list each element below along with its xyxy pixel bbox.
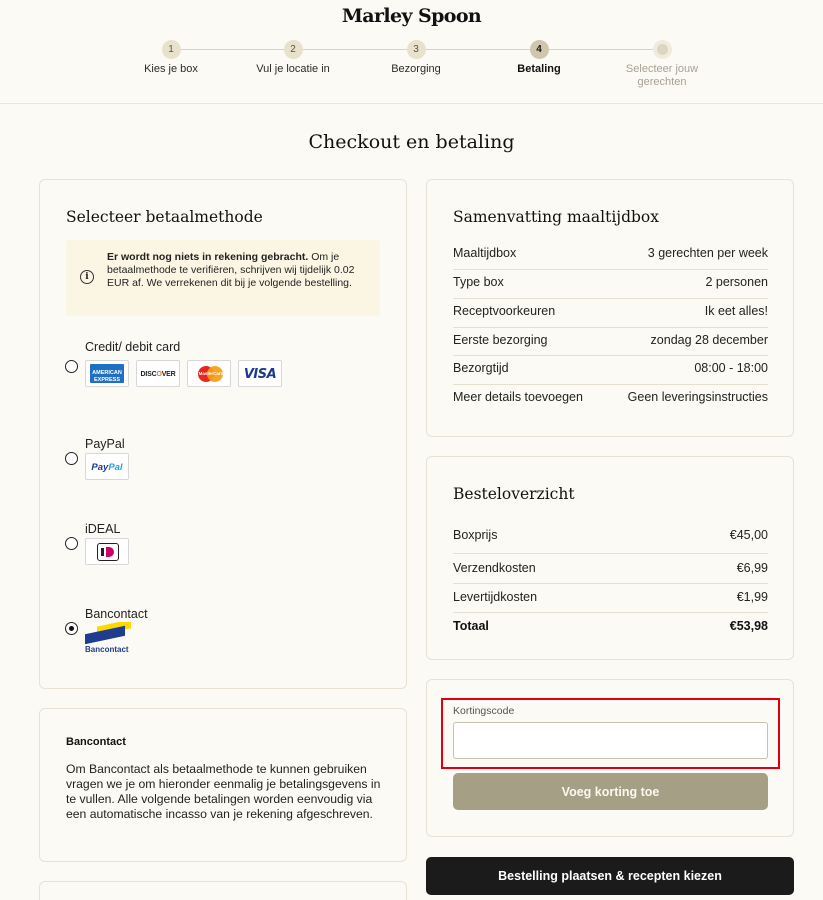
notice-body: Om je betaalmethode te verifiëren, schrijven wij tijdelijk 0.02 EUR af. We verrekenen dit bij je volgende bestelling.	[107, 251, 355, 289]
place-order-button[interactable]: Bestelling plaatsen & recepten kiezen	[426, 857, 794, 895]
step-5	[602, 40, 722, 89]
order-total-value: €53,98	[729, 619, 768, 633]
payment-method-title: Selecteer betaalmethode	[66, 208, 263, 226]
apply-discount-button[interactable]: Voeg korting toe	[453, 773, 768, 810]
summary-value: 08:00 - 18:00	[694, 361, 768, 375]
bancontact-info-card	[39, 708, 407, 862]
summary-value: Ik eet alles!	[704, 304, 768, 318]
divider	[453, 269, 768, 270]
paypal-b: Pal	[108, 462, 123, 473]
summary-key: Type box	[453, 275, 504, 289]
summary-value: 3 gerechten per week	[647, 246, 768, 260]
divider	[453, 384, 768, 385]
order-overview-card	[426, 456, 794, 660]
header	[0, 0, 823, 104]
divider	[453, 612, 768, 613]
discover-b: O	[156, 371, 162, 378]
ideal-label[interactable]: iDEAL	[85, 522, 121, 536]
order-total-row	[453, 619, 768, 648]
divider	[453, 327, 768, 328]
discount-code-label: Kortingscode	[453, 705, 515, 717]
amex-logo	[85, 360, 129, 387]
order-title: Besteloverzicht	[453, 485, 575, 503]
visa-logo	[238, 360, 282, 387]
amex-line1: AMERICAN	[92, 370, 122, 376]
mastercard-logo	[187, 360, 231, 387]
divider	[453, 355, 768, 356]
payment-details-card	[39, 881, 407, 900]
step-2[interactable]	[233, 40, 353, 76]
discover-logo	[136, 360, 180, 387]
checkout-stepper	[0, 40, 823, 100]
summary-key: Maaltijdbox	[453, 246, 517, 260]
summary-value: 2 personen	[705, 275, 768, 289]
order-value: €6,99	[736, 561, 768, 575]
order-row	[453, 561, 768, 590]
summary-row	[453, 333, 768, 362]
step-1[interactable]	[111, 40, 231, 76]
step-2-number: 2	[284, 40, 303, 59]
summary-row[interactable]	[453, 390, 768, 419]
step-3-label: Bezorging	[391, 63, 441, 75]
visa-text: VISA	[243, 367, 277, 382]
summary-key: Eerste bezorging	[453, 333, 548, 347]
step-4	[479, 40, 599, 76]
brand-logo[interactable]: Marley Spoon	[341, 5, 482, 27]
order-key: Verzendkosten	[453, 561, 536, 575]
paypal-a: Pay	[91, 462, 109, 473]
summary-row	[453, 246, 768, 275]
step-3[interactable]	[356, 40, 476, 76]
summary-key: Receptvoorkeuren	[453, 304, 556, 318]
paypal-radio[interactable]	[65, 452, 78, 465]
divider	[453, 553, 768, 554]
step-1-label: Kies je box	[144, 63, 198, 75]
page-title: Checkout en betaling	[308, 131, 515, 153]
card-label[interactable]: Credit/ debit card	[85, 340, 181, 354]
mastercard-text: MasterCard	[198, 371, 224, 376]
step-4-number: 4	[530, 40, 549, 59]
verification-notice	[66, 240, 380, 316]
payment-method-card	[39, 179, 407, 689]
order-key: Levertijdkosten	[453, 590, 538, 604]
notice-bold: Er wordt nog niets in rekening gebracht.	[107, 251, 309, 263]
discover-a: DISC	[140, 371, 157, 378]
info-icon: i	[80, 270, 94, 284]
paypal-label[interactable]: PayPal	[85, 437, 125, 451]
order-total-key: Totaal	[453, 619, 489, 633]
summary-row	[453, 304, 768, 333]
bancontact-info-title: Bancontact	[66, 736, 126, 748]
ideal-radio[interactable]	[65, 537, 78, 550]
paypal-logo	[85, 453, 129, 480]
summary-title: Samenvatting maaltijdbox	[453, 208, 660, 226]
amex-line2: EXPRESS	[94, 377, 120, 383]
summary-row	[453, 275, 768, 304]
ideal-logo	[85, 538, 129, 565]
divider	[453, 583, 768, 584]
step-5-label: Selecteer jouw gerechten	[625, 63, 699, 88]
notice-text	[107, 251, 369, 290]
bancontact-logo-text: Bancontact	[85, 645, 129, 654]
summary-key[interactable]: Meer details toevoegen	[453, 390, 583, 404]
order-key: Boxprijs	[453, 528, 498, 542]
summary-row	[453, 361, 768, 390]
step-1-number: 1	[162, 40, 181, 59]
summary-value: Geen leveringsinstructies	[627, 390, 768, 404]
step-3-number: 3	[407, 40, 426, 59]
summary-key: Bezorgtijd	[453, 361, 509, 375]
bancontact-logo	[85, 622, 133, 656]
step-5-dot	[653, 40, 672, 59]
step-4-label: Betaling	[517, 63, 561, 75]
bancontact-label[interactable]: Bancontact	[85, 607, 148, 621]
meal-box-summary-card	[426, 179, 794, 437]
bancontact-info-text: Om Bancontact als betaalmethode te kunnen gebruiken vragen we je om hieronder eenmalig je betalingsgevens in te vullen. Alle volgende betalingen worden eenvoudig via een automatische incasso van je rekening afgeschreven.	[66, 762, 381, 821]
card-radio[interactable]	[65, 360, 78, 373]
divider	[453, 298, 768, 299]
step-2-label: Vul je locatie in	[256, 63, 330, 75]
discount-code-input[interactable]	[453, 722, 768, 759]
discover-c: VER	[161, 371, 176, 378]
order-value: €1,99	[736, 590, 768, 604]
order-value: €45,00	[729, 528, 768, 542]
order-row	[453, 590, 768, 619]
summary-value: zondag 28 december	[650, 333, 768, 347]
bancontact-radio[interactable]	[65, 622, 78, 635]
payment-option-card[interactable]	[65, 340, 277, 383]
